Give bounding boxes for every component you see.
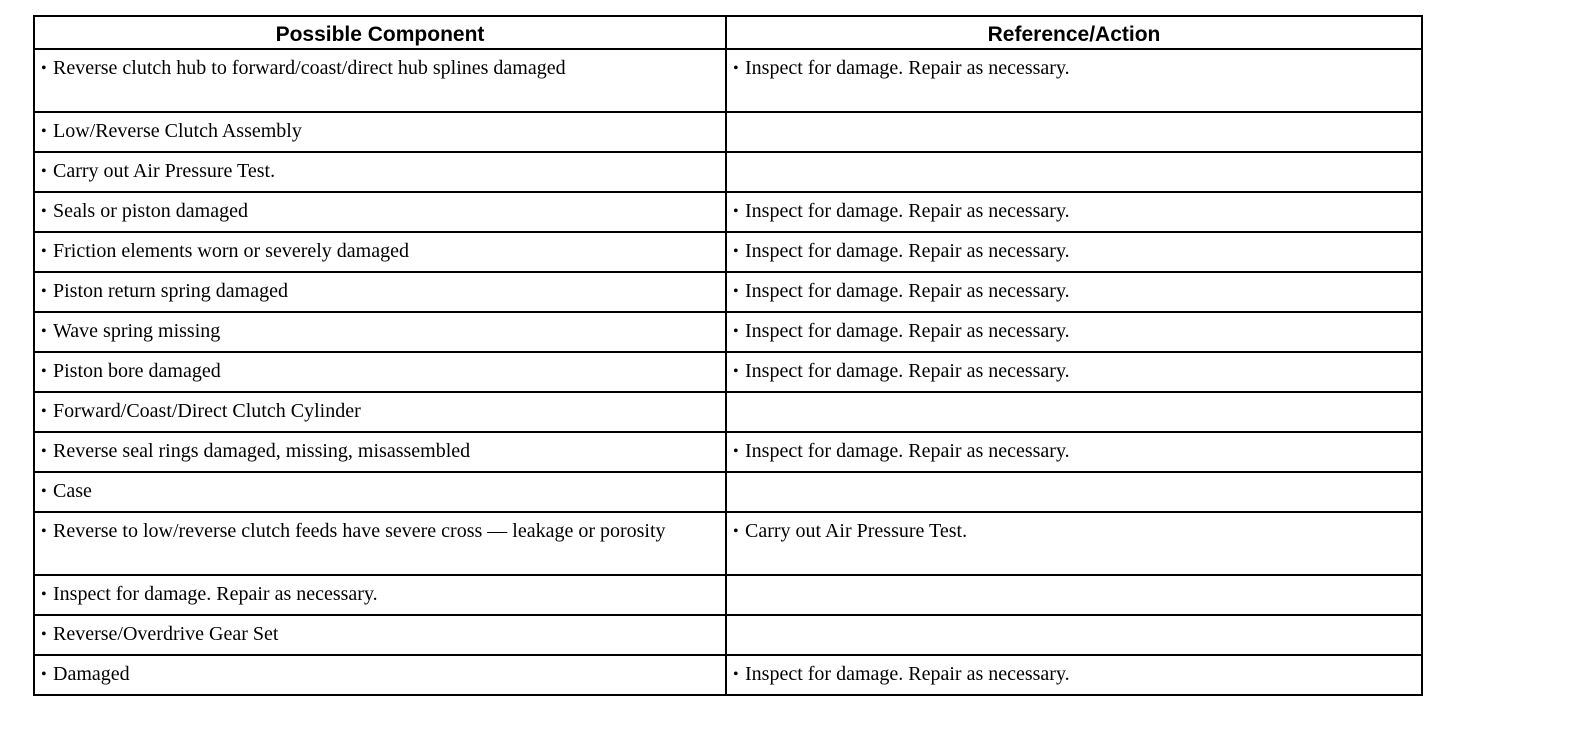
action-cell xyxy=(726,615,1422,655)
action-cell xyxy=(726,575,1422,615)
bullet-icon: • xyxy=(41,586,47,603)
table-row xyxy=(34,272,1422,312)
component-text: Forward/Coast/Direct Clutch Cylinder xyxy=(53,400,361,422)
bullet-icon: • xyxy=(41,243,47,260)
bullet-icon: • xyxy=(733,60,739,77)
action-cell xyxy=(726,272,1422,312)
bullet-icon: • xyxy=(733,363,739,380)
action-cell xyxy=(726,352,1422,392)
bullet-icon: • xyxy=(733,443,739,460)
bullet-icon: • xyxy=(41,666,47,683)
component-cell xyxy=(34,615,726,655)
table-row xyxy=(34,575,1422,615)
component-cell xyxy=(34,655,726,695)
component-cell xyxy=(34,152,726,192)
action-text: Inspect for damage. Repair as necessary. xyxy=(745,360,1070,382)
component-cell xyxy=(34,312,726,352)
action-cell xyxy=(726,49,1422,112)
component-text: Piston bore damaged xyxy=(53,360,221,382)
column-header-reference-action: Reference/Action xyxy=(726,16,1422,49)
component-text: Friction elements worn or severely damaged xyxy=(53,240,409,262)
action-cell xyxy=(726,655,1422,695)
table-row xyxy=(34,312,1422,352)
bullet-icon: • xyxy=(733,283,739,300)
component-text: Wave spring missing xyxy=(53,320,221,342)
bullet-icon: • xyxy=(41,443,47,460)
bullet-icon: • xyxy=(733,243,739,260)
column-header-possible-component: Possible Component xyxy=(34,16,726,49)
component-cell xyxy=(34,352,726,392)
bullet-icon: • xyxy=(41,60,47,77)
table-row xyxy=(34,49,1422,112)
action-cell xyxy=(726,512,1422,575)
table-row xyxy=(34,192,1422,232)
table-row xyxy=(34,655,1422,695)
action-cell xyxy=(726,432,1422,472)
component-cell xyxy=(34,272,726,312)
component-text: Reverse seal rings damaged, missing, misassembled xyxy=(53,440,471,462)
component-cell xyxy=(34,112,726,152)
table-row xyxy=(34,472,1422,512)
action-text: Inspect for damage. Repair as necessary. xyxy=(745,280,1070,302)
action-cell xyxy=(726,152,1422,192)
bullet-icon: • xyxy=(41,163,47,180)
action-cell xyxy=(726,312,1422,352)
component-cell xyxy=(34,392,726,432)
action-cell xyxy=(726,472,1422,512)
bullet-icon: • xyxy=(733,666,739,683)
component-text: Inspect for damage. Repair as necessary. xyxy=(53,583,378,605)
action-text: Inspect for damage. Repair as necessary. xyxy=(745,240,1070,262)
bullet-icon: • xyxy=(41,403,47,420)
action-text: Inspect for damage. Repair as necessary. xyxy=(745,440,1070,462)
component-text: Reverse clutch hub to forward/coast/direct hub splines damaged xyxy=(53,57,566,79)
action-cell xyxy=(726,232,1422,272)
component-cell xyxy=(34,575,726,615)
bullet-icon: • xyxy=(41,523,47,540)
component-cell xyxy=(34,512,726,575)
component-text: Carry out Air Pressure Test. xyxy=(53,160,276,182)
component-cell xyxy=(34,49,726,112)
bullet-icon: • xyxy=(41,283,47,300)
component-text: Case xyxy=(53,480,92,502)
component-text: Low/Reverse Clutch Assembly xyxy=(53,120,302,142)
component-text: Reverse/Overdrive Gear Set xyxy=(53,623,279,645)
action-text: Carry out Air Pressure Test. xyxy=(745,520,968,542)
table-header-row xyxy=(34,16,1422,49)
action-text: Inspect for damage. Repair as necessary. xyxy=(745,200,1070,222)
table-row xyxy=(34,112,1422,152)
action-text: Inspect for damage. Repair as necessary. xyxy=(745,320,1070,342)
bullet-icon: • xyxy=(41,483,47,500)
table-row xyxy=(34,352,1422,392)
component-cell xyxy=(34,472,726,512)
bullet-icon: • xyxy=(41,626,47,643)
bullet-icon: • xyxy=(41,323,47,340)
component-text: Piston return spring damaged xyxy=(53,280,288,302)
table-row xyxy=(34,432,1422,472)
action-text: Inspect for damage. Repair as necessary. xyxy=(745,663,1070,685)
table-row xyxy=(34,152,1422,192)
action-cell xyxy=(726,392,1422,432)
component-text: Reverse to low/reverse clutch feeds have severe cross — leakage or porosity xyxy=(53,520,666,542)
action-cell xyxy=(726,112,1422,152)
action-text: Inspect for damage. Repair as necessary. xyxy=(745,57,1070,79)
diagnosis-table xyxy=(33,15,1423,696)
component-cell xyxy=(34,232,726,272)
bullet-icon: • xyxy=(41,203,47,220)
component-cell xyxy=(34,432,726,472)
bullet-icon: • xyxy=(733,323,739,340)
bullet-icon: • xyxy=(41,363,47,380)
bullet-icon: • xyxy=(41,123,47,140)
bullet-icon: • xyxy=(733,203,739,220)
table-row xyxy=(34,512,1422,575)
table-row xyxy=(34,232,1422,272)
action-cell xyxy=(726,192,1422,232)
table-row xyxy=(34,615,1422,655)
component-text: Seals or piston damaged xyxy=(53,200,248,222)
component-cell xyxy=(34,192,726,232)
table-body xyxy=(34,49,1422,695)
component-text: Damaged xyxy=(53,663,130,685)
table-row xyxy=(34,392,1422,432)
bullet-icon: • xyxy=(733,523,739,540)
